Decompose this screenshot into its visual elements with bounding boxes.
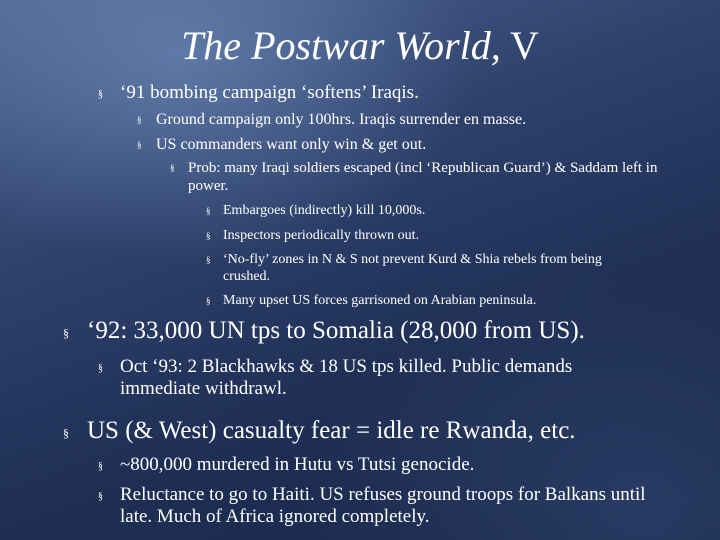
bullet-glyph: § bbox=[98, 461, 103, 472]
bullet-haiti-balkans: Reluctance to go to Haiti. US refuses ground troops for Balkans until late. Much of Africa ignored completely. bbox=[120, 484, 646, 527]
bullet-blackhawks: Oct ‘93: 2 Blackhawks & 18 US tps killed. Public demands immediate withdrawl. bbox=[120, 356, 573, 399]
bullet-us-forces-garrisoned: Many upset US forces garrisoned on Arabian peninsula. bbox=[223, 293, 537, 308]
bullet-glyph: § bbox=[206, 231, 211, 241]
bullet-glyph: § bbox=[98, 89, 103, 100]
bullet-rwanda-genocide: ~800,000 murdered in Hutu vs Tutsi genocide. bbox=[120, 454, 475, 475]
bullet-us-commanders: US commanders want only win & get out. bbox=[156, 136, 427, 153]
bullet-iraqi-soldiers-escaped: Prob: many Iraqi soldiers escaped (incl ‘Republican Guard’) & Saddam left in power. bbox=[188, 160, 658, 194]
bullet-glyph: § bbox=[98, 363, 103, 374]
bullet-glyph: § bbox=[206, 255, 211, 265]
bullet-glyph: § bbox=[206, 206, 211, 216]
bullet-embargoes: Embargoes (indirectly) kill 10,000s. bbox=[223, 203, 426, 218]
title-main: The Postwar World, bbox=[181, 23, 501, 68]
title-suffix: V bbox=[500, 23, 539, 68]
bullet-glyph: § bbox=[98, 491, 103, 502]
bullet-no-fly-zones: ‘No-fly’ zones in N & S not prevent Kurd & Shia rebels from being crushed. bbox=[223, 252, 602, 284]
bullet-inspectors: Inspectors periodically thrown out. bbox=[223, 228, 419, 243]
bullet-somalia: ‘92: 33,000 UN tps to Somalia (28,000 from US). bbox=[87, 317, 585, 344]
bullet-casualty-fear: US (& West) casualty fear = idle re Rwanda, etc. bbox=[87, 417, 576, 444]
bullet-glyph: § bbox=[170, 163, 175, 173]
bullet-glyph: § bbox=[63, 326, 69, 340]
bullet-glyph: § bbox=[137, 115, 142, 125]
bullet-ground-campaign: Ground campaign only 100hrs. Iraqis surrender en masse. bbox=[156, 111, 527, 128]
bullet-glyph: § bbox=[63, 426, 69, 440]
bullet-glyph: § bbox=[137, 140, 142, 150]
bullet-glyph: § bbox=[206, 296, 211, 306]
bullet-1991-bombing: ‘91 bombing campaign ‘softens’ Iraqis. bbox=[120, 82, 419, 103]
slide-title bbox=[0, 22, 720, 70]
